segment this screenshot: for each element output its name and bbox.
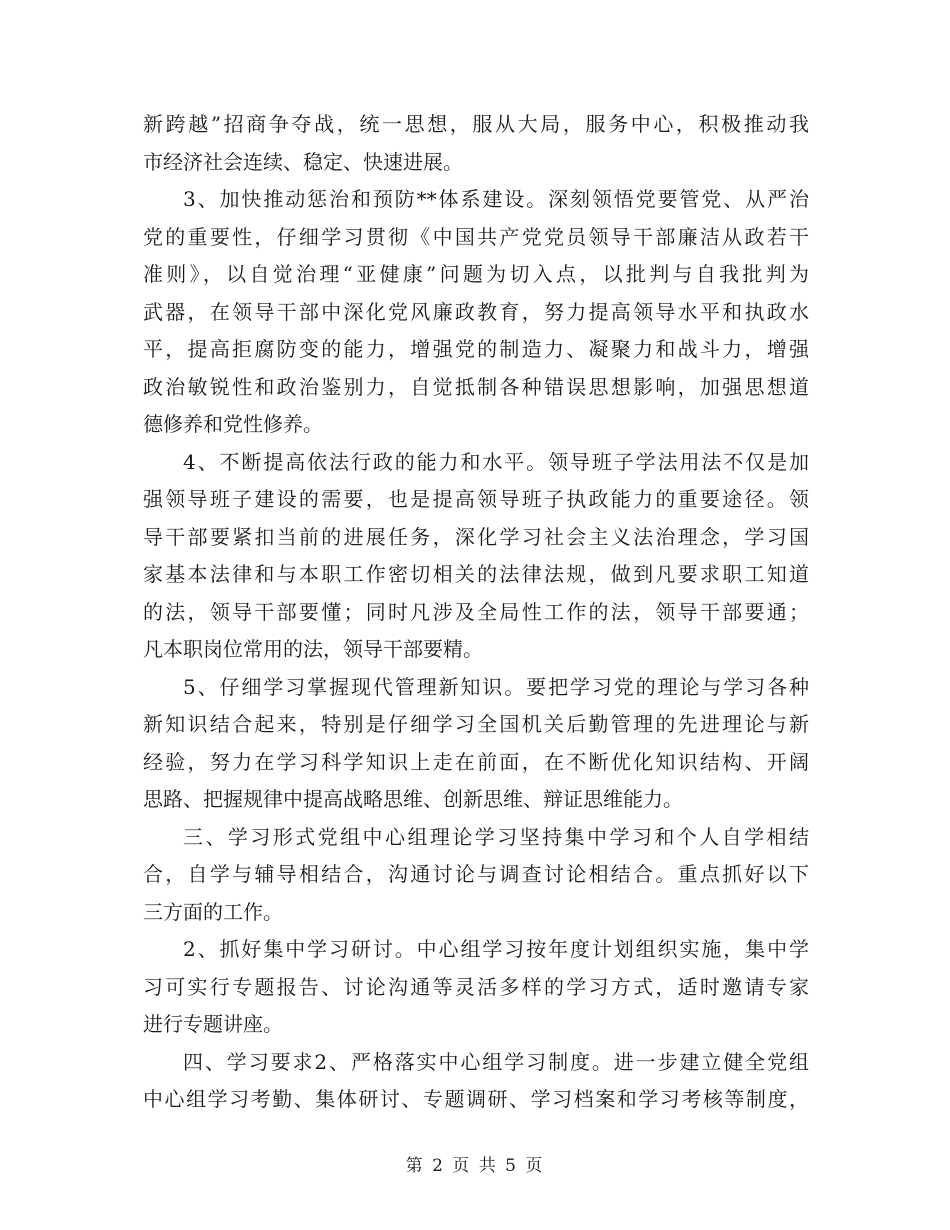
text-line: 3、加快推动惩治和预防**体系建设。深刻领悟党要管党、从严治 — [183, 187, 809, 211]
text-line: 2、抓好集中学习研讨。中心组学习按年度计划组织实施，集中学 — [183, 937, 809, 961]
text-line: 三、学习形式党组中心组理论学习坚持集中学习和个人自学相结 — [183, 824, 809, 849]
text-line: 凡本职岗位常用的法，领导干部要精。 — [143, 637, 483, 661]
text-line: 合，自学与辅导相结合，沟通讨论与调查讨论相结合。重点抓好以下 — [143, 862, 809, 886]
paragraph — [143, 444, 809, 669]
text-line: 四、学习要求2、严格落实中心组学习制度。进一步建立健全党组 — [183, 1049, 809, 1074]
text-line: 4、不断提高依法行政的能力和水平。领导班子学法用法不仅是加 — [183, 449, 809, 474]
text-line: 进行专题讲座。 — [143, 1012, 283, 1036]
text-line: 经验，努力在学习科学知识上走在前面，在不断优化知识结构、开阔 — [143, 749, 809, 774]
paragraph — [143, 819, 809, 932]
text-line: 准则》，以自觉治理“亚健康”问题为切入点，以批判与自我批判为 — [143, 262, 809, 286]
text-line: 中心组学习考勤、集体研讨、专题调研、学习档案和学习考核等制度， — [143, 1087, 809, 1111]
document-body — [143, 106, 809, 1119]
text-line: 习可实行专题报告、讨论沟通等灵活多样的学习方式，适时邀请专家 — [143, 974, 809, 999]
text-line: 5、仔细学习掌握现代管理新知识。要把学习党的理论与学习各种 — [183, 674, 809, 699]
text-line: 党的重要性，仔细学习贯彻《中国共产党党员领导干部廉洁从政若干 — [143, 224, 809, 249]
paragraph — [143, 669, 809, 819]
paragraph — [143, 931, 809, 1044]
paragraph — [143, 181, 809, 444]
text-line: 新知识结合起来，特别是仔细学习全国机关后勤管理的先进理论与新 — [143, 712, 809, 736]
text-line: 思路、把握规律中提高战略思维、创新思维、辩证思维能力。 — [143, 787, 683, 811]
text-line: 武器，在领导干部中深化党风廉政教育，努力提高领导水平和执政水 — [143, 299, 809, 324]
text-line: 平，提高拒腐防变的能力，增强党的制造力、凝聚力和战斗力，增强 — [143, 337, 809, 361]
page-number-footer: 第 2 页 共 5 页 — [405, 1156, 545, 1176]
paragraph — [143, 106, 809, 181]
text-line: 市经济社会连续、稳定、快速进展。 — [143, 149, 463, 174]
text-line: 德修养和党性修养。 — [143, 412, 323, 436]
text-line: 强领导班子建设的需要，也是提高领导班子执政能力的重要途径。领 — [143, 487, 809, 511]
text-line: 家基本法律和与本职工作密切相关的法律法规，做到凡要求职工知道 — [143, 562, 809, 586]
text-line: 三方面的工作。 — [143, 899, 283, 924]
paragraph — [143, 1044, 809, 1119]
text-line: 新跨越”招商争夺战，统一思想，服从大局，服务中心，积极推动我 — [143, 112, 809, 136]
text-line: 导干部要紧扣当前的进展任务，深化学习社会主义法治理念，学习国 — [143, 524, 809, 549]
text-line: 的法，领导干部要懂；同时凡涉及全局性工作的法，领导干部要通； — [143, 599, 809, 624]
text-line: 政治敏锐性和政治鉴别力，自觉抵制各种错误思想影响，加强思想道 — [143, 374, 809, 399]
